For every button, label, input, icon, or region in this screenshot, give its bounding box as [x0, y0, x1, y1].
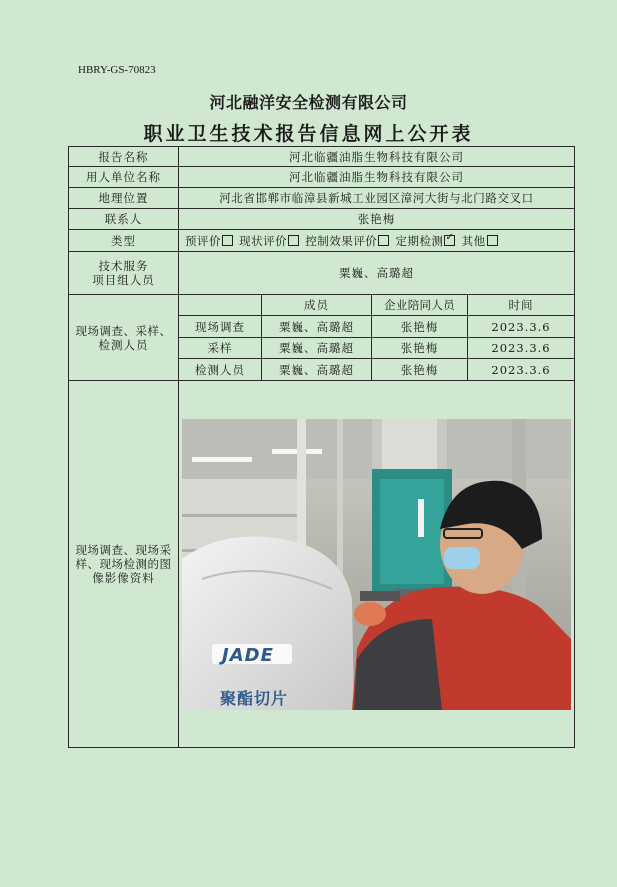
service-team-label [69, 252, 179, 295]
option-periodic-label: 定期检测 [395, 233, 444, 248]
report-table [68, 146, 575, 748]
staff-member: 粟巍、高璐超 [262, 338, 372, 359]
bag-product-text: 聚酯切片 [220, 688, 289, 708]
staff-task: 现场调查 [179, 316, 262, 338]
row-contact [69, 209, 575, 230]
option-status-eval-label: 现状评价 [239, 233, 288, 248]
option-status-eval [239, 234, 301, 248]
staff-header-time: 时间 [468, 295, 575, 316]
photo-label [69, 381, 179, 748]
checkbox-status-eval [288, 235, 299, 246]
staff-escort: 张艳梅 [372, 316, 468, 338]
staff-member: 粟巍、高璐超 [262, 316, 372, 338]
field-staff-label-line2: 检测人员 [98, 337, 149, 352]
checkbox-control-eval [378, 235, 389, 246]
staff-header-escort: 企业陪同人员 [372, 295, 468, 316]
staff-escort: 张艳梅 [372, 359, 468, 381]
bag-brand-text: JADE [222, 644, 274, 666]
contact-value: 张艳梅 [179, 209, 575, 230]
report-name-label: 报告名称 [69, 147, 179, 167]
company-name: 河北融洋安全检测有限公司 [209, 93, 408, 112]
row-type [69, 230, 575, 252]
staff-escort: 张艳梅 [372, 338, 468, 359]
staff-header-member: 成员 [262, 295, 372, 316]
photo-label-line3: 像影像资料 [92, 571, 155, 585]
contact-label: 联系人 [69, 209, 179, 230]
option-periodic [395, 234, 457, 248]
row-location [69, 188, 575, 209]
staff-task: 检测人员 [179, 359, 262, 381]
checkbox-pre-eval [222, 235, 233, 246]
option-control-eval-label: 控制效果评价 [305, 233, 378, 248]
option-control-eval [305, 234, 391, 248]
row-report-name [69, 147, 575, 167]
type-label: 类型 [69, 230, 179, 252]
type-options [179, 230, 575, 252]
row-photo [69, 381, 575, 748]
employer-label: 用人单位名称 [69, 167, 179, 188]
report-name-value: 河北临疆油脂生物科技有限公司 [179, 147, 575, 167]
field-staff-label [69, 295, 179, 381]
staff-header-blank [179, 295, 262, 316]
photo-cell [179, 381, 575, 748]
option-other-label: 其他 [461, 233, 486, 248]
document-code: HBRY-GS-70823 [78, 64, 156, 76]
page-title: 职业卫生技术报告信息网上公开表 [143, 123, 474, 145]
row-staff-header [69, 295, 575, 316]
service-team-label-line2: 项目组人员 [92, 273, 155, 287]
service-team-label-line1: 技术服务 [98, 259, 149, 273]
row-service-team [69, 252, 575, 295]
option-pre-eval-label: 预评价 [185, 233, 221, 248]
staff-time: 2023.3.6 [468, 359, 575, 381]
checkbox-other [487, 235, 498, 246]
checkbox-periodic [444, 235, 455, 246]
employer-value: 河北临疆油脂生物科技有限公司 [179, 167, 575, 188]
service-team-value: 粟巍、高璐超 [179, 252, 575, 295]
photo-label-line2: 样、现场检测的图 [75, 557, 172, 571]
row-employer [69, 167, 575, 188]
staff-task: 采样 [179, 338, 262, 359]
location-label: 地理位置 [69, 188, 179, 209]
option-other [462, 234, 500, 248]
staff-time: 2023.3.6 [468, 338, 575, 359]
location-value: 河北省邯郸市临漳县新城工业园区漳河大街与北门路交叉口 [179, 188, 575, 209]
option-pre-eval [185, 234, 235, 248]
site-photo [182, 419, 571, 710]
field-staff-label-line1: 现场调查、采样、 [75, 323, 172, 338]
staff-time: 2023.3.6 [468, 316, 575, 338]
photo-label-line1: 现场调查、现场采 [75, 543, 172, 557]
staff-member: 粟巍、高璐超 [262, 359, 372, 381]
site-photo-image [182, 419, 571, 710]
